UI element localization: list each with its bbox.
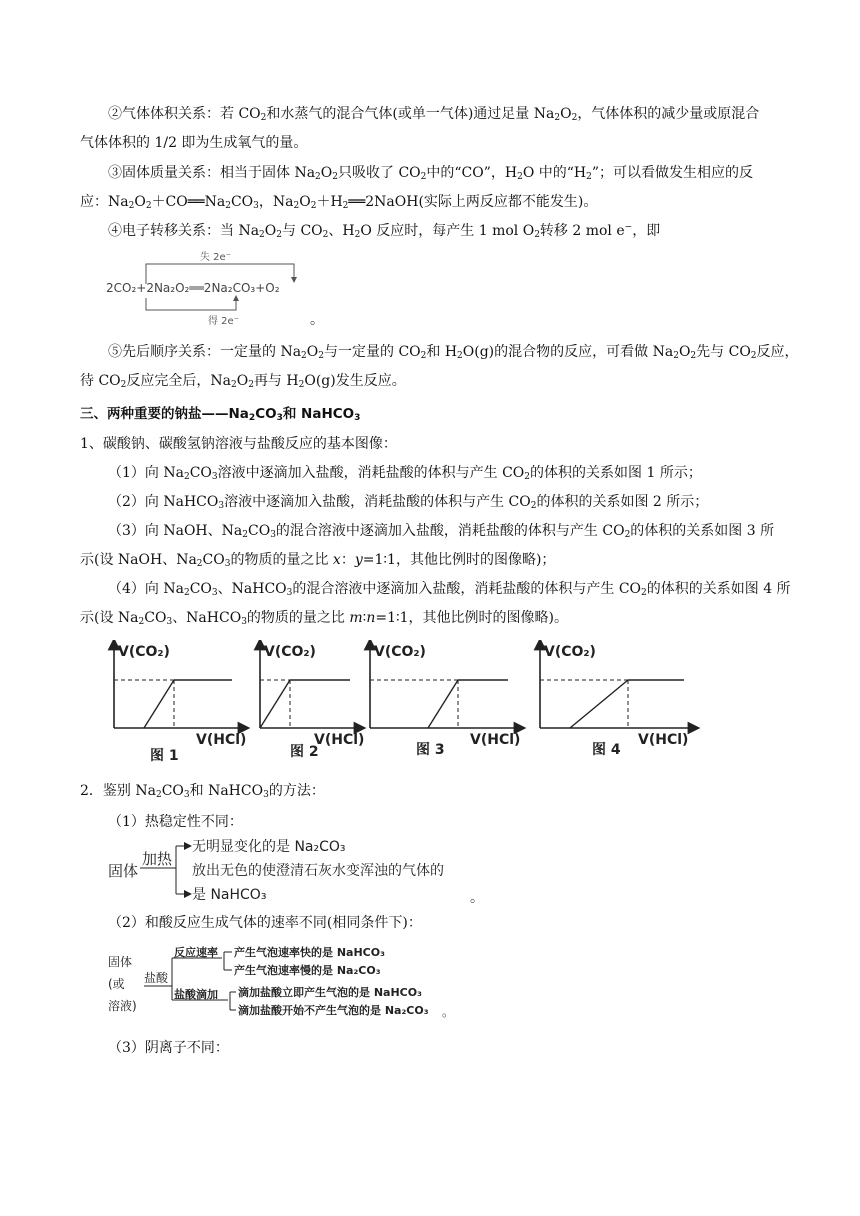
- item-5-line-2: 待 $CO_2$反应完全后，$Na_2O_2$再与 $H_2O(g)$发生反应。: [80, 373, 406, 390]
- thermal-stability-diagram: [104, 836, 494, 908]
- d1-up: 无明显变化的是 Na₂CO₃: [192, 839, 346, 855]
- item-3-line-2: 应：$Na_2O_2+CO══Na_2CO_3$，$Na_2O_2+H_2══2NaOH$(实际上两反应都不能发生)。: [80, 194, 598, 211]
- d2-solid-2: (或: [108, 977, 125, 991]
- graph-4-xlabel: V(HCl): [638, 732, 689, 748]
- lose-arrowhead: [291, 277, 297, 283]
- p1-item-2: （2）向 NaHCO$_3$溶液中逐滴加入盐酸，消耗盐酸的体积与产生 $CO_2$的体积的关系如图 2 所示；: [108, 494, 709, 511]
- graph-4-line: [570, 680, 628, 728]
- section-3-heading: 三、两种重要的钠盐$——Na_2CO_3$和 NaHCO$_3$: [80, 406, 361, 423]
- graph-1-line: [144, 680, 174, 728]
- graph-3-caption: 图 3: [416, 742, 445, 758]
- graph-2-xlabel: V(HCl): [314, 732, 365, 748]
- graph-3-line: [428, 680, 458, 728]
- p2-item-3: （3）阴离子不同：: [108, 1040, 229, 1056]
- p1-item-3-line-1: （3）向 NaOH、$Na_2CO_3$的混合溶液中逐滴加入盐酸，消耗盐酸的体积与产生 $CO_2$的体积的关系如图 3 所: [108, 523, 775, 540]
- gain-arrowhead: [233, 295, 239, 301]
- graph-2-ylabel: V(CO₂): [264, 644, 316, 660]
- graph-2-line: [260, 680, 290, 728]
- d2-rate: 反应速率: [174, 946, 218, 959]
- graph-2-caption: 图 2: [290, 744, 319, 760]
- d2-solid-1: 固体: [108, 955, 133, 969]
- d1-period: 。: [470, 890, 484, 906]
- eq-period: 。: [310, 312, 324, 328]
- graph-4-ylabel: V(CO₂): [544, 644, 596, 660]
- p1-item-4-line-1: （4）向 $Na_2CO_3$、NaHCO$_3$的混合溶液中逐滴加入盐酸，消耗盐酸的体积与产生 $CO_2$的体积的关系如图 4 所: [108, 581, 791, 598]
- d2-r1: 产生气泡速率快的是 NaHCO₃: [234, 946, 385, 959]
- graph-1-ylabel: V(CO₂): [118, 644, 170, 660]
- d2-r3: 滴加盐酸立即产生气泡的是 NaHCO₃: [238, 986, 422, 999]
- gain-electron-bracket: [146, 298, 236, 310]
- d2-r4: 滴加盐酸开始不产生气泡的是 Na₂CO₃: [238, 1004, 429, 1017]
- d2-acid: 盐酸: [144, 971, 169, 985]
- p2-item-1: （1）热稳定性不同：: [108, 814, 243, 830]
- p1-item-3-line-2: 示(设 NaOH、$Na_2CO_3$的物质的量之比 x：y=1∶1，其他比例时的图像略)；: [80, 552, 556, 569]
- graph-1-caption: 图 1: [150, 748, 179, 764]
- item-4-line-1: ④电子转移关系：当 $Na_2O_2$与 $CO_2$、$H_2O$ 反应时，每产生 1 mol $O_2$转移 2 mol e−，即: [108, 222, 661, 240]
- graph-3: [370, 644, 520, 758]
- d2-r2: 产生气泡速率慢的是 Na₂CO₃: [234, 964, 381, 977]
- graph-4-caption: 图 4: [592, 742, 621, 758]
- d1-down-2: 是 NaHCO₃: [192, 887, 267, 903]
- d1-heat: 加热: [142, 850, 173, 868]
- d2-solid-3: 溶液): [108, 999, 137, 1013]
- item-3-line-1: ③固体质量关系：相当于固体 $Na_2O_2$只吸收了 $CO_2$中的“CO”，$H_2O$ 中的“$H_2$”；可以看做发生相应的反: [108, 165, 754, 182]
- p1-item-4-line-2: 示(设 $Na_2CO_3$、NaHCO$_3$的物质的量之比 m∶n=1∶1，其他比例时的图像略)。: [80, 610, 568, 627]
- d1-down-1: 放出无色的使澄清石灰水变浑浊的气体的: [192, 863, 444, 879]
- reaction-graphs: [104, 640, 704, 764]
- d1-solid: 固体: [108, 862, 139, 880]
- d2-period: 。: [442, 1005, 455, 1019]
- item-2-line-1: ②气体体积关系：若 $CO_2$和水蒸气的混合气体(或单一气体)通过足量 $Na_2O_2$，气体体积的减少量或原混合: [108, 106, 760, 123]
- eq-main: 2CO₂+2Na₂O₂══2Na₂CO₃+O₂: [106, 281, 280, 295]
- graph-3-xlabel: V(HCl): [470, 732, 521, 748]
- electron-transfer-diagram: [100, 248, 340, 330]
- graph-2: [260, 644, 364, 760]
- p1-title: 1、碳酸钠、碳酸氢钠溶液与盐酸反应的基本图像：: [80, 436, 397, 452]
- item-2-line-2: 气体体积的 1/2 即为生成氧气的量。: [80, 135, 308, 151]
- graph-4: [540, 644, 694, 758]
- item-5-line-1: ⑤先后顺序关系：一定量的 $Na_2O_2$与一定量的 $CO_2$和 $H_2O(g)$的混合物的反应，可看做 $Na_2O_2$先与 $CO_2$反应，: [108, 344, 799, 361]
- d2-drop: 盐酸滴加: [174, 988, 218, 1001]
- graph-1-xlabel: V(HCl): [196, 732, 247, 748]
- p1-item-1: （1）向 $Na_2CO_3$溶液中逐滴加入盐酸，消耗盐酸的体积与产生 $CO_2$的体积的关系如图 1 所示；: [108, 465, 702, 482]
- acid-rate-diagram: [104, 944, 464, 1022]
- graph-1: [114, 644, 246, 764]
- p2-item-2: （2）和酸反应生成气体的速率不同(相同条件下)：: [108, 915, 422, 931]
- eq-top-label: 失 2e⁻: [200, 252, 231, 263]
- graph-3-ylabel: V(CO₂): [374, 644, 426, 660]
- eq-bottom-label: 得 2e⁻: [208, 316, 239, 327]
- p2-title: 2．鉴别 $Na_2CO_3$和 NaHCO$_3$的方法：: [80, 783, 325, 800]
